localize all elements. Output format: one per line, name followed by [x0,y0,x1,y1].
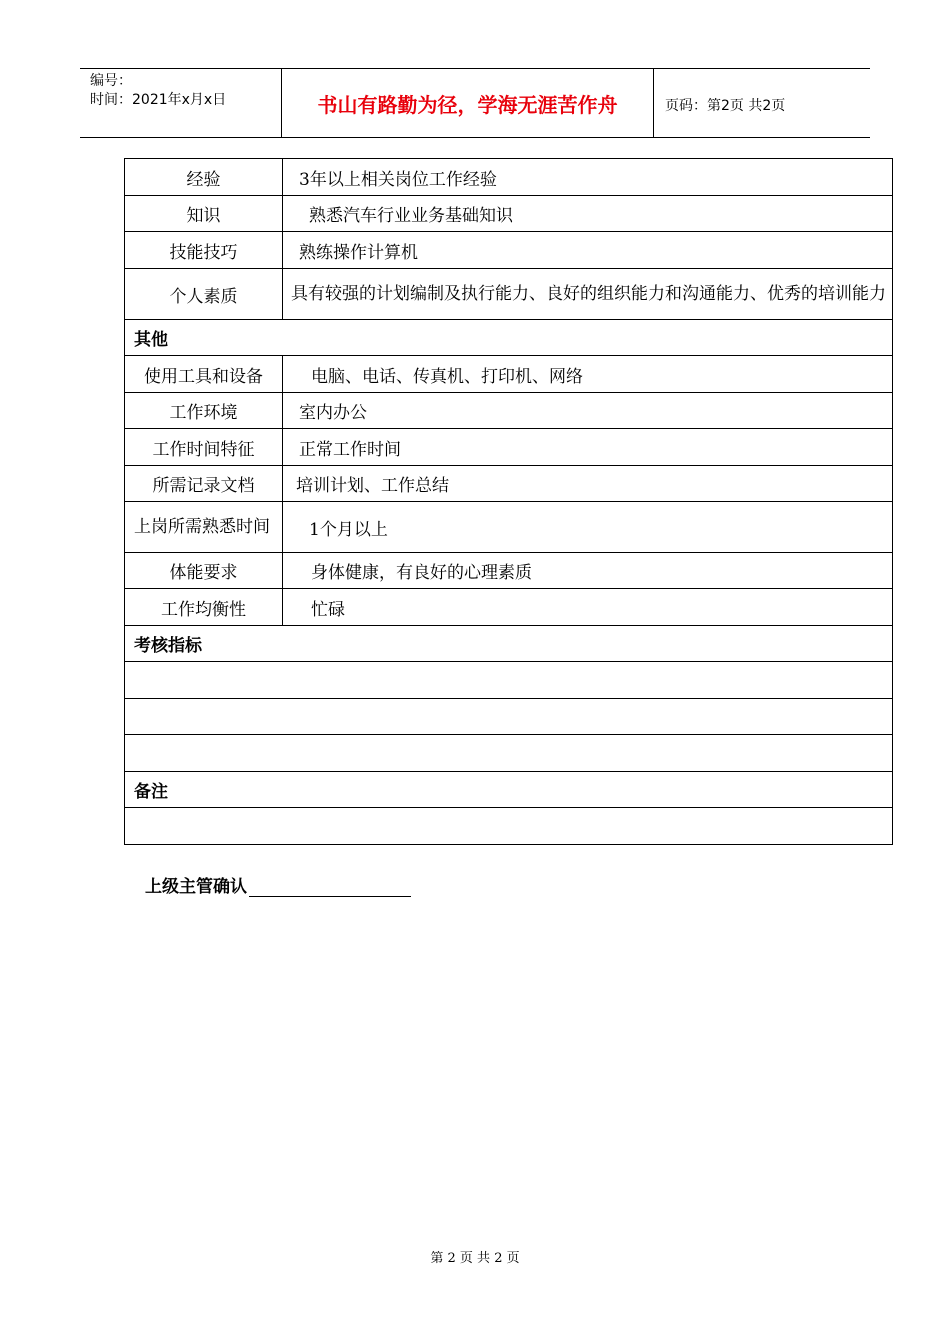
empty-row [125,699,893,735]
section-row [125,626,893,662]
empty-cell [125,808,893,845]
empty-cell [125,735,893,772]
document-date: 时间：2021年x月x日 [90,92,227,108]
empty-row [125,808,893,845]
table-row [125,159,893,196]
job-description-table [124,158,893,845]
empty-row [125,735,893,772]
table-row [125,393,893,429]
table-row [125,196,893,232]
row-value: 正常工作时间 [283,429,893,466]
row-label: 工作环境 [125,393,283,429]
row-label: 个人素质 [125,269,283,320]
row-label: 工作均衡性 [125,589,283,626]
row-label: 工作时间特征 [125,429,283,466]
empty-cell [125,662,893,699]
row-value: 忙碌 [283,589,893,626]
table-row [125,232,893,269]
row-value: 电脑、电话、传真机、打印机、网络 [283,356,893,393]
table-row [125,269,893,320]
table-row [125,429,893,466]
header-divider [653,69,654,137]
empty-row [125,662,893,699]
empty-cell [125,699,893,735]
signature-line [249,878,411,897]
row-value: 具有较强的计划编制及执行能力、良好的组织能力和沟通能力、优秀的培训能力 [283,269,893,320]
row-value: 1个月以上 [283,502,893,553]
row-value: 培训计划、工作总结 [283,466,893,502]
row-label: 知识 [125,196,283,232]
row-value: 3年以上相关岗位工作经验 [283,159,893,196]
table-row [125,356,893,393]
row-value: 身体健康，有良好的心理素质 [283,553,893,589]
section-title: 考核指标 [125,626,893,662]
row-value: 熟悉汽车行业业务基础知识 [283,196,893,232]
row-label: 所需记录文档 [125,466,283,502]
row-label: 上岗所需熟悉时间 [125,502,283,553]
supervisor-confirm-label: 上级主管确认 [145,877,247,897]
row-label: 体能要求 [125,553,283,589]
page-footer: 第 2 页 共 2 页 [430,1251,520,1266]
section-row [125,772,893,808]
row-value: 室内办公 [283,393,893,429]
row-value: 熟练操作计算机 [283,232,893,269]
table-row [125,553,893,589]
row-label: 经验 [125,159,283,196]
page-header [80,68,870,138]
section-title: 备注 [125,772,893,808]
section-row [125,320,893,356]
header-meta [90,72,226,110]
row-label: 使用工具和设备 [125,356,283,393]
header-page-number: 页码：第2页 共2页 [665,98,786,114]
table-row [125,589,893,626]
table-row [125,466,893,502]
supervisor-confirm [145,872,411,897]
header-motto: 书山有路勤为径，学海无涯苦作舟 [317,92,618,117]
table-row [125,502,893,553]
section-title: 其他 [125,320,893,356]
document-number-label: 编号： [90,73,132,89]
row-label: 技能技巧 [125,232,283,269]
